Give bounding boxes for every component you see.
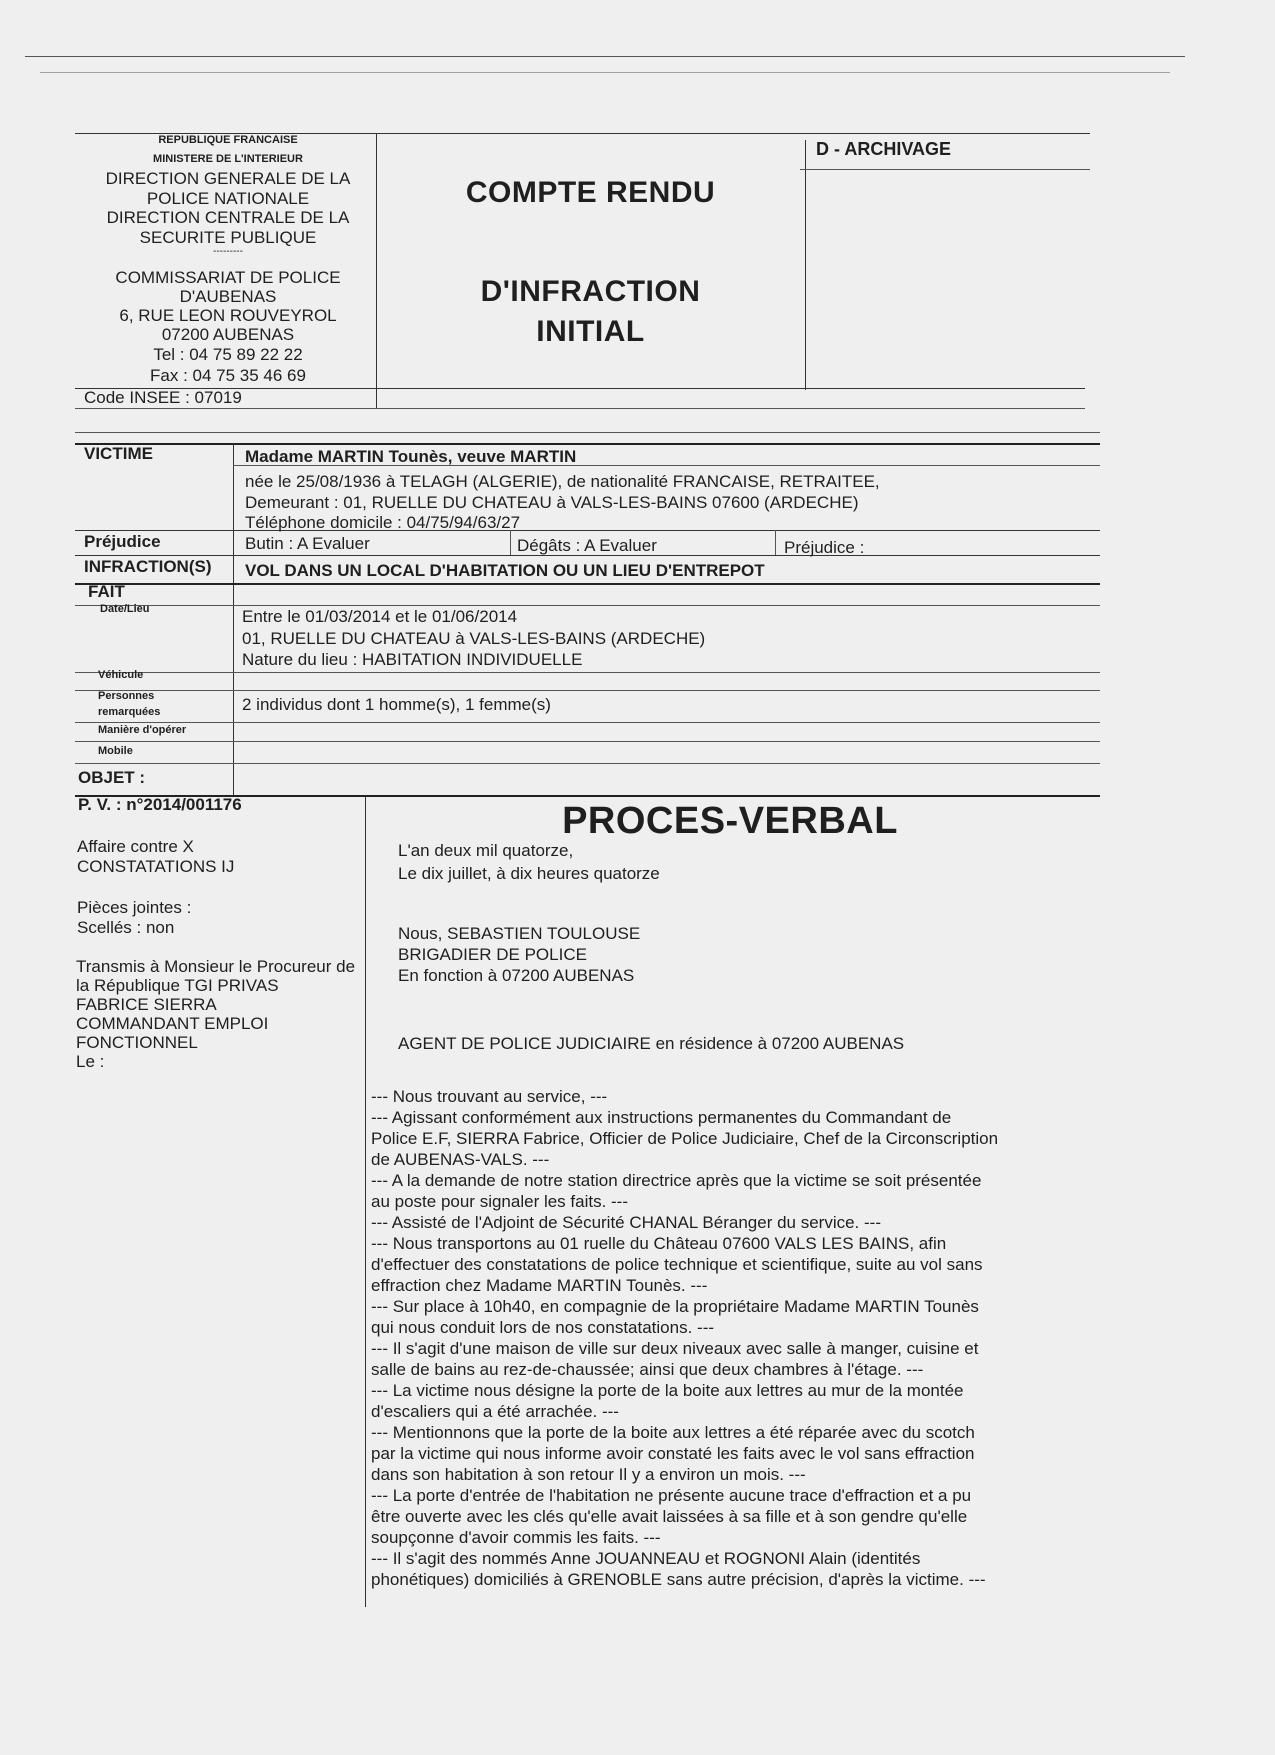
date-lieu-label: Date/Lieu	[100, 603, 150, 615]
pv-number: P. V. : n°2014/001176	[78, 795, 242, 814]
table-label-divider	[233, 443, 234, 795]
pv-body-line: --- Sur place à 10h40, en compagnie de la propriétaire Madame MARTIN Tounès	[371, 1297, 979, 1316]
archivage-underline	[800, 169, 1090, 170]
pv-body-line: au poste pour signaler les faits. ---	[371, 1192, 629, 1211]
table-rule	[75, 741, 1100, 742]
pv-date-line: L'an deux mil quatorze,	[398, 841, 574, 860]
personnes-value: 2 individus dont 1 homme(s), 1 femme(s)	[242, 695, 551, 714]
prejudice-value: Préjudice :	[784, 538, 865, 557]
scan-line	[40, 72, 1170, 73]
transmis-line: FABRICE SIERRA	[76, 995, 217, 1014]
table-rule	[75, 672, 1100, 673]
table-rule	[75, 530, 1100, 531]
pv-body-line: qui nous conduit lors de nos constatations. ---	[371, 1318, 715, 1337]
table-rule	[75, 722, 1100, 723]
pv-date-line: Le dix juillet, à dix heures quatorze	[398, 864, 660, 883]
pv-body-line: --- A la demande de notre station directrice après que la victime se soit présentée	[371, 1171, 982, 1190]
pv-body-line: --- Mentionnons que la porte de la boite aux lettres a été réparée avec du scotch	[371, 1423, 975, 1442]
officer-line: Nous, SEBASTIEN TOULOUSE	[398, 924, 641, 943]
pv-column-divider	[365, 797, 366, 1607]
pv-title: PROCES-VERBAL	[562, 800, 898, 842]
infraction-label: INFRACTION(S)	[84, 557, 212, 576]
org-line: POLICE NATIONALE	[146, 189, 310, 208]
officer-line: En fonction à 07200 AUBENAS	[398, 966, 635, 985]
org-line: COMMISSARIAT DE POLICE	[115, 268, 341, 287]
transmis-line: la République TGI PRIVAS	[76, 976, 279, 995]
org-line: DIRECTION GENERALE DE LA	[105, 169, 351, 188]
pv-body-line: par la victime qui nous informe avoir constaté les faits avec le vol sans effraction	[371, 1444, 975, 1463]
pv-body-line: --- Nous transportons au 01 ruelle du Château 07600 VALS LES BAINS, afin	[371, 1234, 947, 1253]
infraction-value: VOL DANS UN LOCAL D'HABITATION OU UN LIEU D'ENTREPOT	[245, 561, 765, 580]
transmis-line: Le :	[76, 1052, 105, 1071]
date-lieu-line: Entre le 01/03/2014 et le 01/06/2014	[242, 607, 518, 626]
prejudice-divider	[510, 530, 511, 555]
scan-line	[25, 56, 1185, 57]
org-line-small: REPUBLIQUE FRANCAISE	[158, 134, 298, 146]
archivage-label: D - ARCHIVAGE	[816, 139, 951, 159]
prejudice-divider	[775, 530, 776, 555]
pv-body-line: --- Il s'agit des nommés Anne JOUANNEAU et ROGNONI Alain (identités	[371, 1549, 921, 1568]
victime-phone: Téléphone domicile : 04/75/94/63/27	[245, 513, 521, 532]
code-insee-bottom-border	[75, 408, 1085, 409]
pv-body-line: soupçonne d'avoir commis les faits. ---	[371, 1528, 661, 1547]
fait-label: FAIT	[88, 582, 125, 601]
pv-body-line: Police E.F, SIERRA Fabrice, Officier de Police Judiciaire, Chef de la Circonscription	[371, 1129, 999, 1148]
personnes-label: Personnes	[98, 690, 155, 702]
victime-label: VICTIME	[84, 444, 153, 463]
objet-label: OBJET :	[78, 768, 146, 787]
officer-line: BRIGADIER DE POLICE	[398, 945, 587, 964]
date-lieu-line: Nature du lieu : HABITATION INDIVIDUELLE	[242, 650, 583, 669]
transmis-line: Transmis à Monsieur le Procureur de	[76, 957, 356, 976]
pv-body	[371, 1086, 1091, 1590]
org-separator: ---------	[213, 246, 243, 257]
pv-body-line: phonétiques) domiciliés à GRENOBLE sans autre précision, d'après la victime. ---	[371, 1570, 986, 1589]
pv-left-line: Affaire contre X	[77, 837, 194, 856]
pv-body-line: --- Agissant conformément aux instructions permanentes du Commandant de	[371, 1108, 952, 1127]
victime-birth: née le 25/08/1936 à TELAGH (ALGERIE), de nationalité FRANCAISE, RETRAITEE,	[245, 472, 880, 491]
transmis-line: COMMANDANT EMPLOI	[76, 1014, 269, 1033]
org-line: 6, RUE LEON ROUVEYROL	[119, 306, 337, 325]
mobile-label: Mobile	[98, 745, 133, 757]
org-line: 07200 AUBENAS	[161, 325, 295, 344]
pv-body-line: effraction chez Madame MARTIN Tounès. ---	[371, 1276, 708, 1295]
pv-body-line: être ouverte avec les clés qu'elle avait laissées à sa fille et à son gendre qu'elle	[371, 1507, 968, 1526]
scelles: Scellés : non	[77, 918, 175, 937]
title-initial: INITIAL	[536, 315, 645, 348]
pv-body-line: salle de bains au rez-de-chaussée; ainsi que deux chambres à l'étage. ---	[371, 1360, 924, 1379]
pv-body-line: dans son habitation à son retour Il y a environ un mois. ---	[371, 1465, 806, 1484]
pv-body-line: --- La victime nous désigne la porte de la boite aux lettres au mur de la montée	[371, 1381, 964, 1400]
victime-address: Demeurant : 01, RUELLE DU CHATEAU à VALS-LES-BAINS 07600 (ARDECHE)	[245, 493, 859, 512]
table-rule	[75, 583, 1100, 585]
pv-body-line: --- Assisté de l'Adjoint de Sécurité CHANAL Béranger du service. ---	[371, 1213, 881, 1232]
org-line: Tel : 04 75 89 22 22	[153, 345, 303, 364]
victime-name: Madame MARTIN Tounès, veuve MARTIN	[245, 447, 577, 466]
vehicule-label: Véhicule	[98, 669, 144, 681]
org-line: SECURITE PUBLIQUE	[139, 228, 317, 247]
table-rule	[75, 432, 1100, 433]
personnes-label: remarquées	[98, 706, 161, 718]
header-divider-right	[805, 140, 806, 390]
pieces-jointes: Pièces jointes :	[77, 898, 192, 917]
pv-body-line: d'effectuer des constatations de police technique et scientifique, suite au vol sans	[371, 1255, 983, 1274]
prejudice-label: Préjudice	[84, 532, 161, 551]
pv-body-line: --- La porte d'entrée de l'habitation ne présente aucune trace d'effraction et a pu	[371, 1486, 972, 1505]
title-infraction: D'INFRACTION	[480, 275, 701, 308]
title-compte-rendu: COMPTE RENDU	[465, 176, 716, 209]
pv-body-line: d'escaliers qui a été arrachée. ---	[371, 1402, 619, 1421]
org-line: DIRECTION CENTRALE DE LA	[106, 208, 350, 227]
date-lieu-line: 01, RUELLE DU CHATEAU à VALS-LES-BAINS (ARDECHE)	[242, 629, 706, 648]
table-rule	[75, 763, 1100, 764]
table-top-border	[75, 443, 1100, 445]
pv-body-line: --- Nous trouvant au service, ---	[371, 1087, 608, 1106]
table-rule	[75, 605, 1100, 606]
table-rule	[75, 690, 1100, 691]
transmis-line: FONCTIONNEL	[76, 1033, 198, 1052]
org-line: Fax : 04 75 35 46 69	[150, 366, 306, 385]
agent-line: AGENT DE POLICE JUDICIAIRE en résidence à 07200 AUBENAS	[398, 1034, 905, 1053]
pv-body-line: de AUBENAS-VALS. ---	[371, 1150, 550, 1169]
maniere-label: Manière d'opérer	[98, 724, 187, 736]
org-line-small: MINISTERE DE L'INTERIEUR	[153, 153, 303, 165]
degats-value: Dégâts : A Evaluer	[517, 536, 657, 555]
org-line: D'AUBENAS	[179, 287, 277, 306]
pv-body-line: --- Il s'agit d'une maison de ville sur deux niveaux avec salle à manger, cuisine et	[371, 1339, 979, 1358]
pv-left-line: CONSTATATIONS IJ	[77, 857, 235, 876]
butin-value: Butin : A Evaluer	[245, 534, 370, 553]
code-insee: Code INSEE : 07019	[84, 388, 242, 407]
